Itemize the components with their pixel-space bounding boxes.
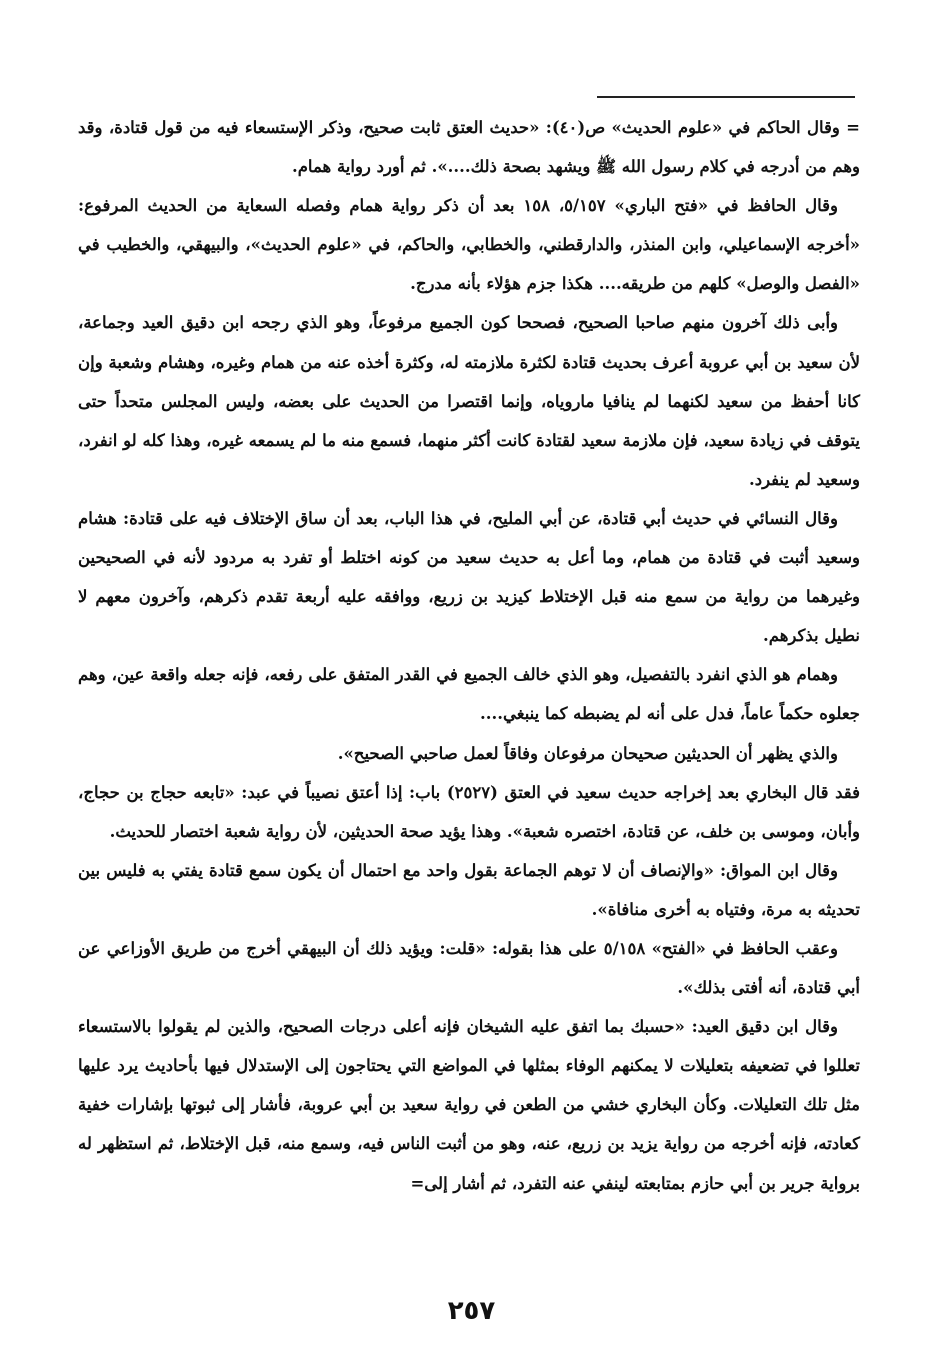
paragraph-sahihayn-opinion: وأبى ذلك آخرون منهم صاحبا الصحيح، فصححا كون الجميع مرفوعاً، وهو الذي رجحه ابن دقيق العيد وجماعة، لأن سعيد بن أبي عروبة أعرف بحديث قتادة لكثرة ملازمته له، وكثرة أخذه عنه من همام وغيره، وهشام وشعبة وإن كانا أحفظ من سعيد لكنهما لم ينافيا ماروياه، وإنما اقتصرا من الحديث على بعضه، وليس المجلس متحداً حتى يتوقف في زيادة سعيد، فإن ملازمة سعيد لقتادة كانت أكثر منهما، فسمع منه ما لم يسمعه غيره، وهذا كله لو انفرد، وسعيد لم ينفرد. [78,313,860,489]
paragraph-hakim-quote: = وقال الحاكم في «علوم الحديث» ص(٤٠): «حديث العتق ثابت صحيح، وذكر الإستسعاء فيه من قول قتادة، وقد وهم من أدرجه في كلام رسول الله ﷺ ويشهد بصحة ذلك....». ثم أورد رواية همام. [78,118,860,177]
paragraph-hammam: وهمام هو الذي انفرد بالتفصيل، وهو الذي خالف الجميع في القدر المتفق على رفعه، فإنه جعله واقعة عين، وهم جعلوه حكماً عاماً، فدل على أنه لم يضبطه كما ينبغي.... [78,665,860,724]
footnote-separator-line [597,96,855,98]
page-number: ٢٥٧ [447,1296,496,1326]
paragraph-ibn-mawwaq: وقال ابن المواق: «والإنصاف أن لا توهم الجماعة بقول واحد مع احتمال أن يكون سمع قتادة يفتي به فليس بين تحديثه به مرة، وفتياه به أخرى منافاة». [78,860,860,919]
paragraph-conclusion: والذي يظهر أن الحديثين صحيحان مرفوعان وفاقاً لعمل صاحبي الصحيح». [337,743,838,763]
paragraph-nasai: وقال النسائي في حديث أبي قتادة، عن أبي المليح، في هذا الباب، بعد أن ساق الإختلاف فيه على قتادة: هشام وسعيد أثبت في قتادة من همام، وما أعل به حديث سعيد من كونه اختلط أو تفرد به مردود لأنه في الصحيحين وغيرهما من رواية من سمع منه قبل الإختلاط كيزيد بن زريع، ووافقه عليه أربعة تقدم ذكرهم، وآخرون معهم لا نطيل بذكرهم. [78,508,860,646]
paragraph-ibn-daqiq: وقال ابن دقيق العيد: «حسبك بما اتفق عليه الشيخان فإنه أعلى درجات الصحيح، والذين لم يقولوا بالاستسعاء تعللوا في تضعيفه بتعليلات لا يمكنهم الوفاء بمثلها في المواضع التي يحتاجون إلى الإستدلال فيها بأحاديث يرد عليها مثل تلك التعليلات. وكأن البخاري خشي من الطعن في رواية سعيد بن أبي عروبة، فأشار إلى ثبوتها بإشارات خفية كعادته، فإنه أخرجه من رواية يزيد بن زريع، عنه، وهو من أثبت الناس فيه، وسمع منه، قبل الإختلاط، ثم استظهر له برواية جرير بن أبي حازم بمتابعته لينفي عنه التفرد، ثم أشار إلى= [78,1017,860,1193]
paragraph-hafiz-comment: وعقب الحافظ في «الفتح» ٥/١٥٨ على هذا بقوله: «قلت: ويؤيد ذلك أن البيهقي أخرج من طريق الأوزاعي عن أبي قتادة، أنه أفتى بذلك». [78,938,860,998]
paragraph-bukhari: فقد قال البخاري بعد إخراجه حديث سعيد في العتق (٢٥٢٧) باب: إذا أعتق نصيباً في عبد: «تابعه حجاج بن حجاج، وأبان، وموسى بن خلف، عن قتادة، اختصره شعبة». وهذا يؤيد صحة الحديثين، لأن رواية شعبة اختصار للحديث. [78,782,861,841]
paragraph-hafiz-fath: وقال الحافظ في «فتح الباري» ٥/١٥٧، ١٥٨ بعد أن ذكر رواية همام وفصله السعاية من الحديث المرفوع: «أخرجه الإسماعيلي، وابن المنذر، والدارقطني، والخطابي، والحاكم، في «علوم الحديث»، والبيهقي، والخطيب في «الفصل والوصل» كلهم من طريقه.... هكذا جزم هؤلاء بأنه مدرج. [78,196,860,294]
footnote-text-block [78,108,860,1203]
